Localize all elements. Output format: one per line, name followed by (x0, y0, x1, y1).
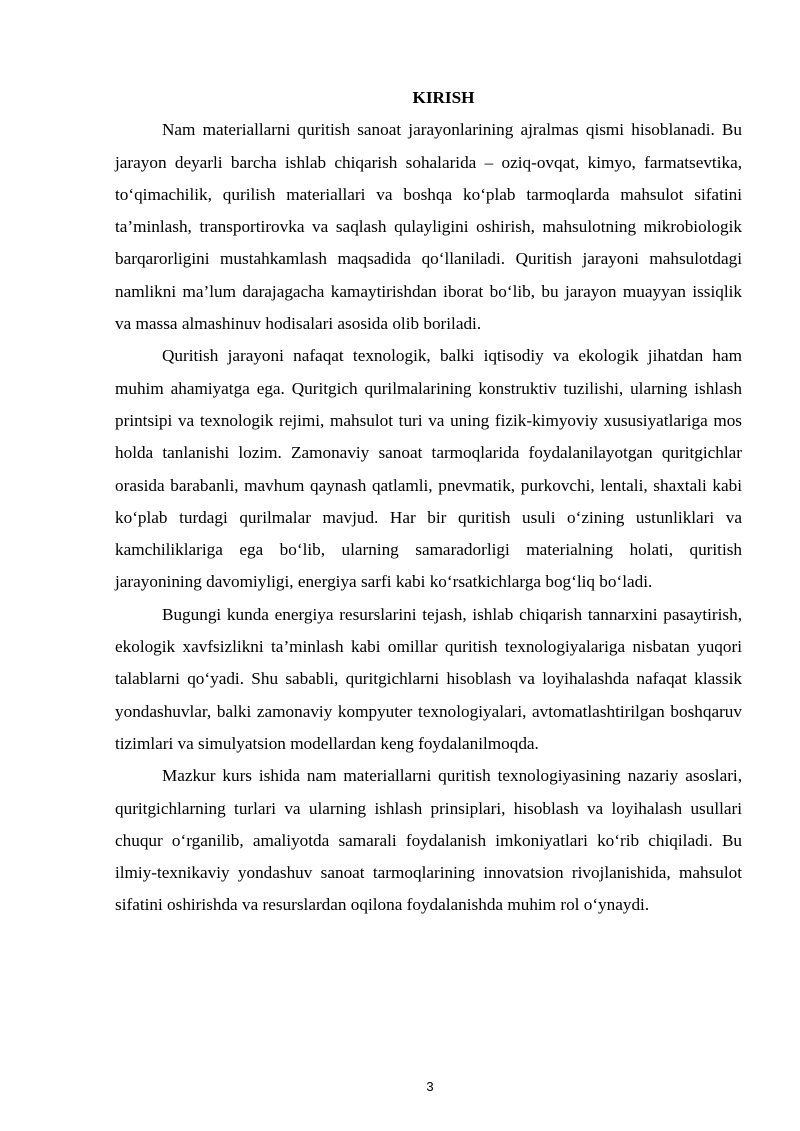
page-body (115, 82, 742, 922)
paragraph-2: Quritish jarayoni nafaqat texnologik, balki iqtisodiy va ekologik jihatdan ham muhim ahamiyatga ega. Quritgich qurilmalarining konstruktiv tuzilishi, ularning ishlash printsipi va texnologik rejimi, mahsulot turi va uning fizik-kimyoviy xususiyatlariga mos holda tanlanishi lozim. Zamonaviy sanoat tarmoqlarida foydalanilayotgan quritgichlar orasida barabanli, mavhum qaynash qatlamli, pnevmatik, purkovchi, lentali, shaxtali kabi ko‘plab turdagi qurilmalar mavjud. Har bir quritish usuli o‘zining ustunliklari va kamchiliklariga ega bo‘lib, ularning samaradorligi materialning holati, quritish jarayonining davomiyligi, energiya sarfi kabi ko‘rsatkichlarga bog‘liq bo‘ladi. (115, 346, 742, 592)
page-number: 3 (426, 1079, 434, 1094)
paragraph-4: Mazkur kurs ishida nam materiallarni quritish texnologiyasining nazariy asoslari, quritgichlarning turlari va ularning ishlash prinsiplari, hisoblash va loyihalash usullari chuqur o‘rganilib, amaliyotda samarali foydalanish imkoniyatlari ko‘rib chiqiladi. Bu ilmiy-texnikaviy yondashuv sanoat tarmoqlarining innovatsion rivojlanishida, mahsulot sifatini oshirishda va resurslardan oqilona foydalanishda muhim rol o‘ynaydi. (115, 766, 742, 915)
section-title: KIRISH (412, 88, 475, 107)
paragraph-3: Bugungi kunda energiya resurslarini tejash, ishlab chiqarish tannarxini pasaytirish, ekologik xavfsizlikni ta’minlash kabi omillar quritish texnologiyalariga nisbatan yuqori talablarni qo‘yadi. Shu sababli, quritgichlarni hisoblash va loyihalashda nafaqat klassik yondashuvlar, balki zamonaviy kompyuter texnologiyalari, avtomatlashtirilgan boshqaruv tizimlari va simulyatsion modellardan keng foydalanilmoqda. (115, 604, 742, 753)
paragraph-1: Nam materiallarni quritish sanoat jarayonlarining ajralmas qismi hisoblanadi. Bu jarayon deyarli barcha ishlab chiqarish sohalarida – oziq-ovqat, kimyo, farmatsevtika, to‘qimachilik, qurilish materiallari va boshqa ko‘plab tarmoqlarda mahsulot sifatini ta’minlash, transportirovka va saqlash qulayligini oshirish, mahsulotning mikrobiologik barqarorligini mustahkamlash maqsadida qo‘llaniladi. Quritish jarayoni mahsulotdagi namlikni ma’lum darajagacha kamaytirishdan iborat bo‘lib, bu jarayon muayyan issiqlik va massa almashinuv hodisalari asosida olib boriladi. (115, 120, 742, 334)
